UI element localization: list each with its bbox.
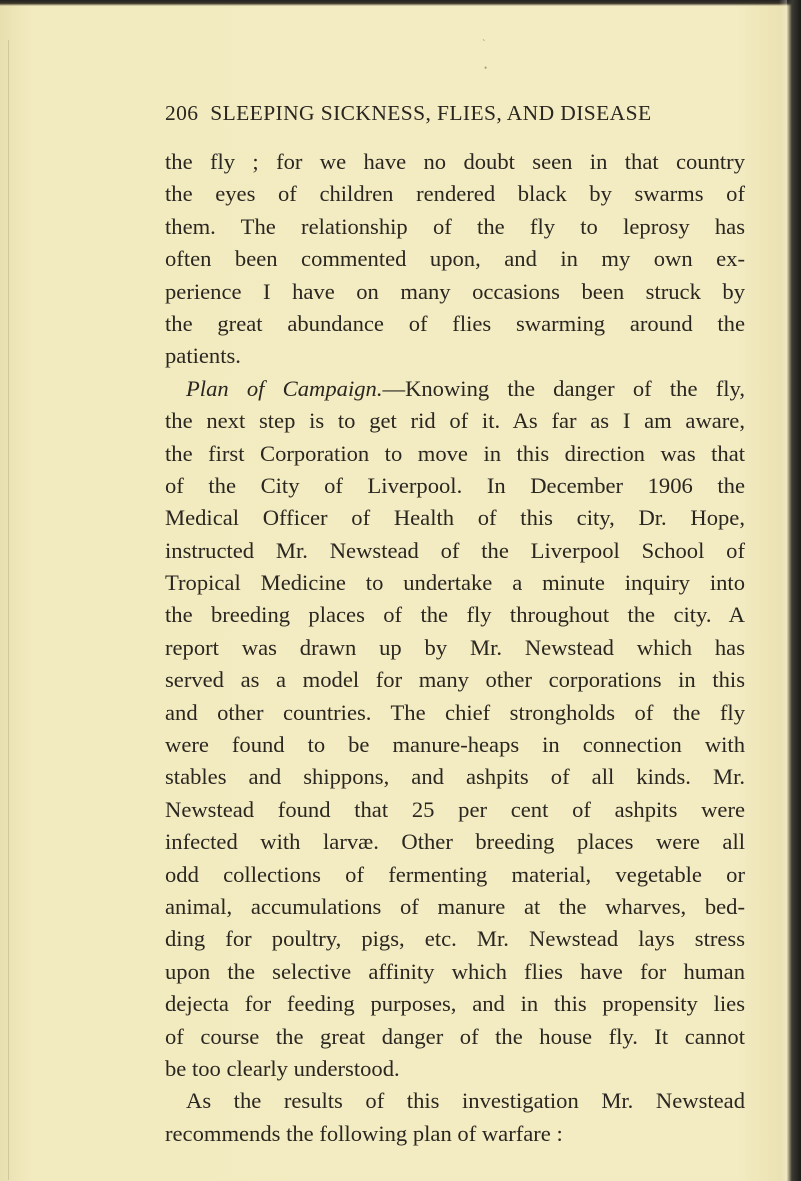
text-line: served as a model for many other corporations in this [165,667,745,693]
section-heading: Plan of Campaign. [186,375,383,401]
text-line: them. The relationship of the fly to leprosy has [165,213,745,239]
section-opening-line [165,373,745,405]
text-line: of course the great danger of the house fly. It cannot [165,1023,745,1049]
text-line: Newstead found that 25 per cent of ashpits were [165,796,745,822]
left-margin-mark [8,40,9,1180]
text-line: the great abundance of flies swarming around the [165,310,745,336]
text-line: ding for poultry, pigs, etc. Mr. Newstead lays stress [165,926,745,952]
body-text [165,146,745,1150]
text-line: stables and shippons, and ashpits of all kinds. Mr. [165,764,745,790]
text-line: upon the selective affinity which flies have for human [165,958,745,984]
text-line: infected with larvæ. Other breeding places were all [165,829,745,855]
text-line: the fly ; for we have no doubt seen in that country [165,149,745,174]
text-line: the eyes of children rendered black by swarms of [165,181,745,207]
text-line: be too clearly understood. [165,1055,400,1081]
running-title: SLEEPING SICKNESS, FLIES, AND DISEASE [210,101,652,125]
text-line: perience I have on many occasions been struck by [165,278,745,304]
text-line: report was drawn up by Mr. Newstead which has [165,634,745,660]
text-line: were found to be manure-heaps in connection with [165,732,745,758]
running-header [165,101,685,126]
text-line: instructed Mr. Newstead of the Liverpool School of [165,537,745,563]
text-line: Medical Officer of Health of this city, Dr. Hope, [165,505,745,531]
text-line: odd collections of fermenting material, vegetable or [165,861,745,887]
text-line: often been commented upon, and in my own ex- [165,246,745,272]
text-line: of the City of Liverpool. In December 1906 the [165,472,745,498]
text-line: animal, accumulations of manure at the wharves, bed- [165,893,745,919]
scan-speck-2: • [484,63,488,73]
top-page-shadow [0,0,801,6]
text-line: the next step is to get rid of it. As far as I am aware, [165,408,745,434]
text-line: As the results of this investigation Mr. Newstead [186,1088,745,1114]
page-number: 206 [165,101,199,125]
text-line: dejecta for feeding purposes, and in this propensity lies [165,991,745,1017]
text-line: recommends the following plan of warfare : [165,1120,563,1146]
text-line: the breeding places of the fly throughout the city. A [165,602,745,628]
page-curl-highlight [779,0,787,1181]
scan-speck: ` [482,38,486,50]
text-line: the first Corporation to move in this direction was that [165,440,745,466]
book-spine-edge [787,0,801,1181]
text-line: Tropical Medicine to undertake a minute inquiry into [165,570,745,596]
section-opening-text: —Knowing the danger of the fly, [382,375,745,401]
text-line: patients. [165,343,241,369]
text-line: and other countries. The chief strongholds of the fly [165,699,745,725]
